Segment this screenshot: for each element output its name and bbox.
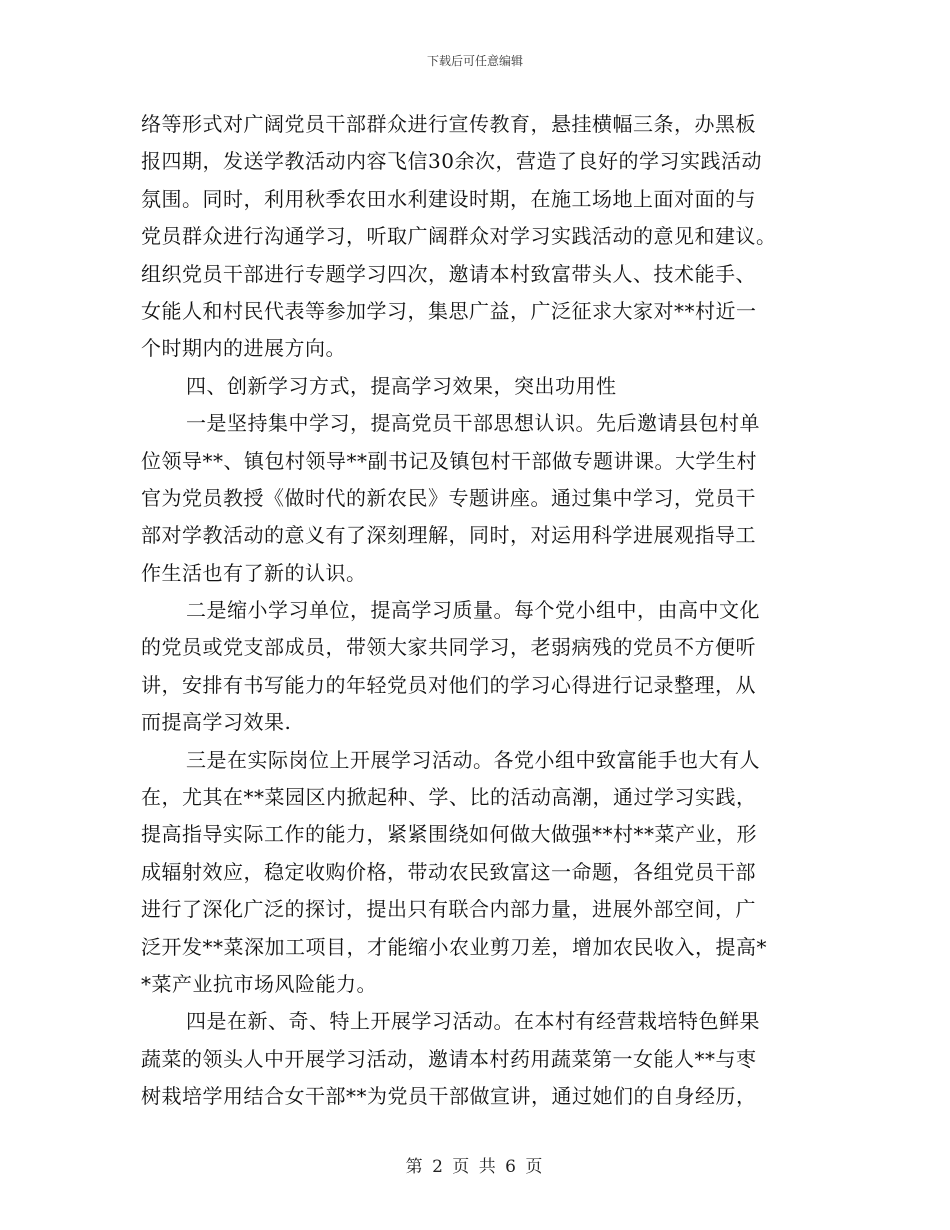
- text-line: 氛围。同时，利用秋季农田水利建设时期，在施工场地上面对面的与: [141, 186, 756, 211]
- text-line: 络等形式对广阔党员干部群众进行宣传教育，悬挂横幅三条，办黑板: [141, 112, 756, 136]
- text-line: 四是在新、奇、特上开展学习活动。在本村有经营栽培特色鲜果: [186, 1009, 760, 1034]
- text-line: 进行了深化广泛的探讨，提出只有联合内部力量，进展外部空间，广: [141, 897, 756, 922]
- text-line: 党员群众进行沟通学习，听取广阔群众对学习实践活动的意见和建议。: [141, 224, 777, 249]
- text-line: 作生活也有了新的认识。: [141, 560, 367, 585]
- text-line: 讲，安排有书写能力的年轻党员对他们的学习心得进行记录整理，从: [141, 672, 756, 697]
- text-line: 成辐射效应，稳定收购价格，带动农民致富这一命题，各组党员干部: [141, 859, 756, 884]
- document-body: [141, 106, 809, 1116]
- text-line: 三是在实际岗位上开展学习活动。各党小组中致富能手也大有人: [186, 747, 760, 772]
- text-line: 的党员或党支部成员，带领大家共同学习，老弱病残的党员不方便听: [141, 635, 756, 660]
- text-line: 蔬菜的领头人中开展学习活动，邀请本村药用蔬菜第一女能人**与枣: [141, 1046, 757, 1071]
- text-line: 组织党员干部进行专题学习四次，邀请本村致富带头人、技术能手、: [141, 261, 756, 286]
- text-line: 在，尤其在**菜园区内掀起种、学、比的活动高潮，通过学习实践，: [141, 785, 757, 810]
- text-line: 个时期内的进展方向。: [141, 336, 346, 361]
- text-line: 女能人和村民代表等参加学习，集思广益，广泛征求大家对**村近一: [141, 298, 757, 323]
- text-line: 二是缩小学习单位，提高学习质量。每个党小组中，由高中文化: [186, 598, 760, 623]
- text-line: 位领导**、镇包村领导**副书记及镇包村干部做专题讲课。大学生村: [141, 448, 757, 473]
- text-line: 一是坚持集中学习，提高党员干部思想认识。先后邀请县包村单: [186, 411, 760, 436]
- text-line: 泛开发**菜深加工项目，才能缩小农业剪刀差，增加农民收入，提高*: [141, 934, 767, 959]
- text-line: 报四期，发送学教活动内容飞信30余次，营造了良好的学习实践活动: [141, 149, 762, 174]
- text-line: 部对学教活动的意义有了深刻理解，同时，对运用科学进展观指导工: [141, 523, 756, 548]
- text-line: 而提高学习效果.: [141, 710, 292, 735]
- header-note: 下载后可任意编辑: [426, 54, 523, 68]
- text-line: 提高指导实际工作的能力，紧紧围绕如何做大做强**村**菜产业，形: [141, 822, 757, 847]
- page-number: 第 2 页 共 6 页: [405, 1157, 545, 1177]
- text-line: 官为党员教授《做时代的新农民》专题讲座。通过集中学习，党员干: [141, 485, 756, 510]
- text-line: *菜产业抗市场风险能力。: [141, 971, 377, 996]
- text-line: 四、创新学习方式，提高学习效果，突出功用性: [186, 373, 617, 398]
- text-line: 树栽培学用结合女干部**为党员干部做宣讲，通过她们的自身经历，: [141, 1084, 757, 1109]
